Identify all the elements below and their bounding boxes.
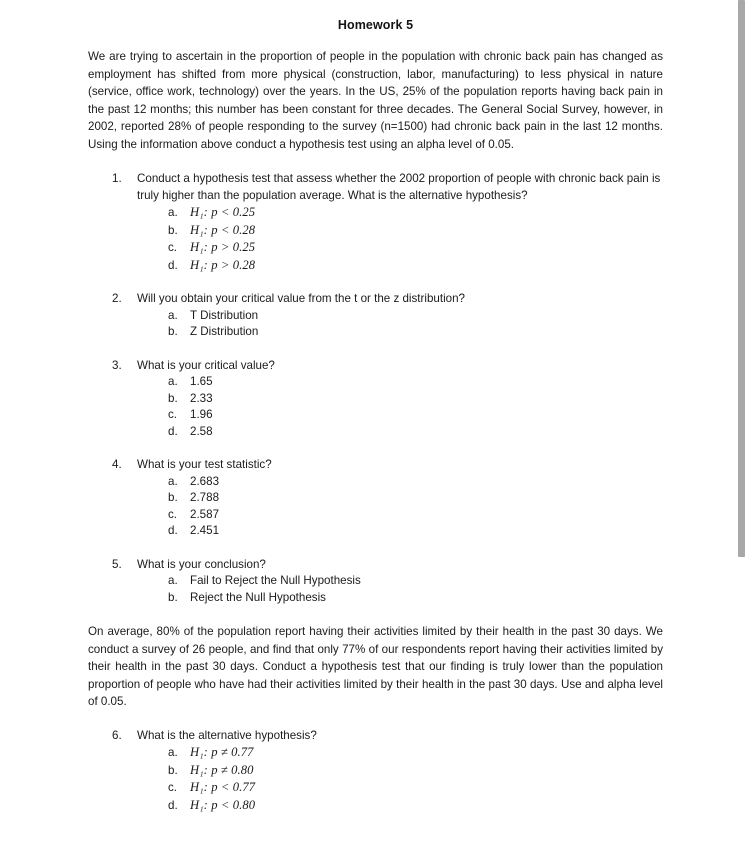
answer-option-list <box>88 744 663 814</box>
answer-option[interactable] <box>168 222 663 240</box>
answer-option-text: Fail to Reject the Null Hypothesis <box>190 574 361 587</box>
document-body <box>88 18 663 814</box>
answer-option-text: H₁: p < 0.80 <box>190 797 256 812</box>
question-text: What is your conclusion? <box>137 557 266 571</box>
answer-option[interactable] <box>168 308 663 325</box>
answer-option[interactable] <box>168 474 663 491</box>
answer-option-list <box>88 374 663 440</box>
answer-option[interactable] <box>168 407 663 424</box>
answer-option-text: Reject the Null Hypothesis <box>190 590 326 604</box>
intro-paragraph-2: On average, 80% of the population report having their activities limited by their health in the past 30 days. We conduct a survey of 26 people, and find that only 77% of our respondents report having their activities limited by their health in the past 30 days. Conduct a hypothesis test that our finding is truly lower than the population proportion of people who have had their activities limited by their health in the past 30 days. Use and alpha level of 0.05. <box>88 625 663 709</box>
answer-option-text: 2.451 <box>190 524 220 538</box>
question-number: 1. <box>112 171 122 185</box>
answer-option-letter: a. <box>168 574 178 587</box>
question-block <box>88 290 663 340</box>
question-block <box>88 357 663 440</box>
question-number: 6. <box>112 728 122 742</box>
question-line <box>88 556 663 573</box>
answer-option[interactable] <box>168 762 663 780</box>
intro-paragraph-1: We are trying to ascertain in the proportion of people in the population with chronic back pain has changed as employment has shifted from more physical (construction, labor, manufacturing) to less physical in nature (service, office work, technology) over the years. In the US, 25% of the population reports having back pain in the past 12 months; this number has been constant for three decades. The General Social Survey, however, in 2002, reported 28% of people responding to the survey (n=1500) had chronic back pain in the last 12 months. Using the information above conduct a hypothesis test using an alpha level of 0.05. <box>88 50 663 151</box>
answer-option-text: H₁: p ≠ 0.80 <box>190 762 254 777</box>
question-line <box>88 727 663 744</box>
answer-option[interactable] <box>168 590 663 607</box>
answer-option-text: H₁: p > 0.28 <box>190 257 256 272</box>
question-text: What is your test statistic? <box>137 458 272 472</box>
answer-option-text: H₁: p < 0.77 <box>190 780 256 795</box>
answer-option-letter: c. <box>168 241 178 255</box>
question-number: 3. <box>112 358 122 372</box>
question-text: Will you obtain your critical value from the t or the z distribution? <box>137 292 465 306</box>
vertical-scrollbar[interactable] <box>737 0 750 854</box>
answer-option-letter: c. <box>168 781 178 795</box>
answer-option-text: 2.33 <box>190 391 213 405</box>
answer-option-letter: d. <box>168 258 178 272</box>
answer-option-letter: a. <box>168 474 178 488</box>
answer-option-letter: b. <box>168 223 178 237</box>
answer-option[interactable] <box>168 204 663 222</box>
question-block <box>88 727 663 814</box>
answer-option[interactable] <box>168 490 663 507</box>
answer-option-text: 2.58 <box>190 424 213 438</box>
question-number: 2. <box>112 292 122 306</box>
question-number: 5. <box>112 557 122 571</box>
answer-option[interactable] <box>168 239 663 257</box>
question-text: What is the alternative hypothesis? <box>137 728 317 742</box>
answer-option[interactable] <box>168 779 663 797</box>
answer-option-letter: b. <box>168 491 178 505</box>
answer-option-letter: a. <box>168 375 178 389</box>
answer-option-letter: b. <box>168 391 178 405</box>
answer-option[interactable] <box>168 507 663 524</box>
answer-option[interactable] <box>168 374 663 391</box>
answer-option-list <box>88 474 663 540</box>
question-block <box>88 556 663 606</box>
question-line <box>88 290 663 307</box>
answer-option[interactable] <box>168 797 663 815</box>
answer-option-text: 2.788 <box>190 491 220 505</box>
answer-option[interactable] <box>168 257 663 275</box>
answer-option-letter: d. <box>168 524 178 538</box>
question-line <box>88 170 663 205</box>
answer-option-list <box>88 204 663 274</box>
answer-option-letter: b. <box>168 325 178 339</box>
answer-option-letter: d. <box>168 798 178 812</box>
question-list-part-2 <box>88 727 663 814</box>
question-block <box>88 170 663 275</box>
answer-option-text: 1.96 <box>190 408 213 422</box>
answer-option-text: 1.65 <box>190 375 213 389</box>
answer-option[interactable] <box>168 523 663 540</box>
answer-option-letter: a. <box>168 746 178 760</box>
answer-option-text: H₁: p < 0.28 <box>190 222 256 237</box>
answer-option-text: H₁: p > 0.25 <box>190 240 256 255</box>
question-text: What is your critical value? <box>137 358 275 372</box>
answer-option[interactable] <box>168 391 663 408</box>
answer-option-letter: d. <box>168 424 178 438</box>
answer-option-text: Z Distribution <box>190 325 259 339</box>
answer-option-list <box>88 573 663 606</box>
question-block <box>88 456 663 539</box>
answer-option-text: 2.683 <box>190 474 220 488</box>
answer-option-letter: c. <box>168 408 178 422</box>
answer-option-text: H₁: p < 0.25 <box>190 205 256 220</box>
answer-option[interactable] <box>168 744 663 762</box>
question-line <box>88 456 663 473</box>
answer-option[interactable] <box>168 424 663 441</box>
scrollbar-thumb[interactable] <box>738 0 745 557</box>
answer-option-letter: a. <box>168 206 178 220</box>
answer-option-letter: b. <box>168 763 178 777</box>
answer-option-letter: b. <box>168 590 178 604</box>
answer-option-letter: a. <box>168 308 178 322</box>
answer-option-text: T Distribution <box>190 308 259 322</box>
question-line <box>88 357 663 374</box>
question-number: 4. <box>112 458 122 472</box>
answer-option-letter: c. <box>168 507 178 521</box>
answer-option-text: 2.587 <box>190 507 220 521</box>
answer-option[interactable] <box>168 324 663 341</box>
question-text: Conduct a hypothesis test that assess whether the 2002 proportion of people with chronic back pain is truly higher than the population average. What is the alternative hypothesis? <box>137 171 661 202</box>
answer-option-text: H₁: p ≠ 0.77 <box>190 745 254 760</box>
answer-option[interactable] <box>168 573 663 590</box>
page-title: Homework 5 <box>337 18 414 32</box>
question-list-part-1 <box>88 170 663 606</box>
answer-option-list <box>88 308 663 341</box>
